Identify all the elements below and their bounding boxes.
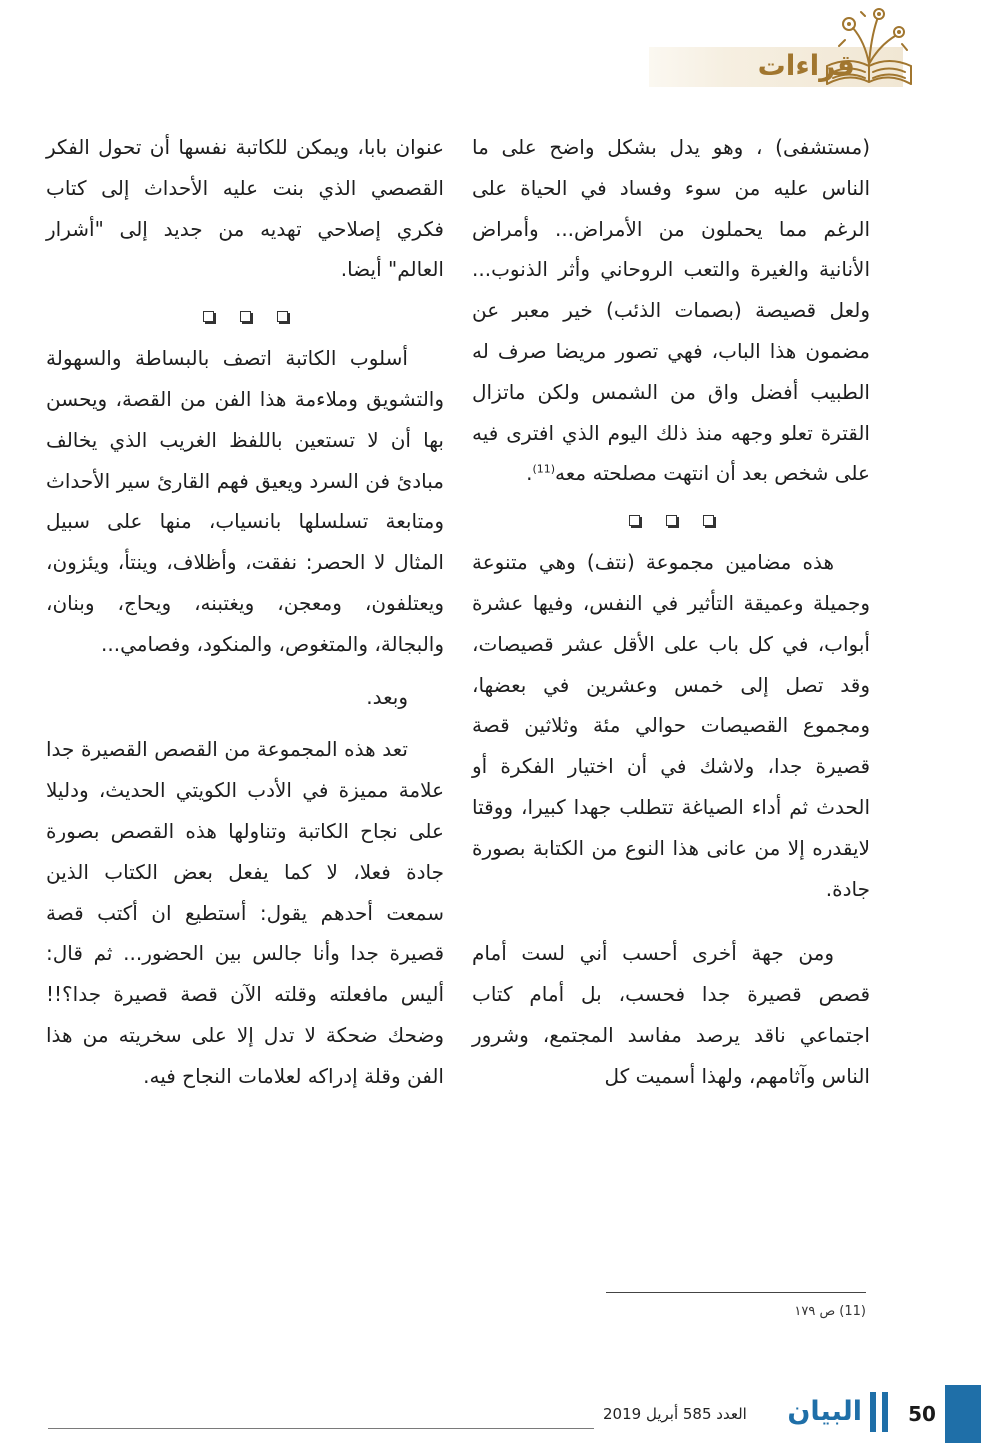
left-column bbox=[46, 127, 444, 1097]
page-number: 50 bbox=[908, 1402, 936, 1426]
right-column bbox=[472, 127, 870, 1097]
paragraph: هذه مضامين مجموعة (نتف) وهي متنوعة وجميلة وعميقة التأثير في النفس، وفيها عشرة أبواب، في كل باب على الأقل عشر قصيصات، وقد تصل إلى خمس وعشرين في بعضها، ومجموع القصيصات حوالي مئة وثلاثين قصة قصيرة جدا، ولاشك في أن اختيار الفكرة أو الحدث ثم أداء الصياغة تتطلب جهدا كبيرا، ووقتا لايقدره إلا من عانى هذا النوع من الكتابة بصورة جادة. bbox=[472, 550, 870, 901]
footnote-ref: (11) bbox=[532, 462, 556, 476]
paragraph-end: . bbox=[526, 461, 533, 486]
corner-block bbox=[945, 1385, 981, 1443]
footnote-rule bbox=[606, 1292, 866, 1293]
logo-bars bbox=[864, 1392, 900, 1432]
issue-info: العدد 585 أبريل 2019 bbox=[603, 1405, 747, 1423]
paragraph: ومن جهة أخرى أحسب أني لست أمام قصص قصيرة جدا فحسب، بل أمام كتاب اجتماعي ناقد يرصد مفاسد المجتمع، وشرور الناس وآثامهم، ولهذا أسميت كل bbox=[472, 941, 870, 1088]
page-header bbox=[0, 0, 981, 110]
section-separator bbox=[472, 494, 870, 542]
paragraph-text: (مستشفى) ، وهو يدل بشكل واضح على ما الناس عليه من سوء وفساد في الحياة على الرغم مما يحملون من الأمراض... وأمراض الأنانية والغيرة والتعب الروحاني وأثر الذنوب... ولعل قصيصة (بصمات الذئب) خير معبر عن مضمون هذا الباب، فهي تصور مريضا صرف له الطبيب أفضل واق من الشمس ولكن ماتزال القترة تعلو وجهه منذ ذلك اليوم الذي افترى فيه على شخص بعد أن انتهت مصلحته معه bbox=[472, 135, 870, 486]
paragraph: عنوان بابا، ويمكن للكاتبة نفسها أن تحول الفكر القصصي الذي بنت عليه الأحداث إلى كتاب فكري إصلاحي تهديه من جديد إلى "أشرار العالم" أيضا. bbox=[46, 135, 444, 282]
paragraph: أسلوب الكاتبة اتصف بالبساطة والسهولة والتشويق وملاءمة هذا الفن من القصة، ويحسن بها أن لا تستعين باللفظ الغريب الذي يخالف مبادئ فن السرد ويعيق فهم القارئ سير الأحداث ومتابعة تسلسلها بانسياب، منها على سبيل المثال لا الحصر: نفقت، وأظلاف، وينتأ، ويئزون، ويعتلفون، ومعجن، ويغتبنه، ويحاج، وبنان، والبجالة، والمتغوص، والمنكود، وفصامي... bbox=[46, 346, 444, 656]
section-separator bbox=[46, 290, 444, 338]
paragraph bbox=[472, 127, 870, 494]
magazine-logo: البيان bbox=[787, 1396, 862, 1427]
footer-rule bbox=[48, 1428, 594, 1429]
paragraph: تعد هذه المجموعة من القصص القصيرة جدا علامة مميزة في الأدب الكويتي الحديث، ودليلا على نجاح الكاتبة وتناولها هذه القصص بصورة جادة فعلا، لا كما يفعل بعض الكتاب الذين سمعت أحدهم يقول: أستطيع ان أكتب قصة قصيرة جدا وأنا جالس بين الحضور... ثم قال: أليس مافعلته وقلته الآن قصة قصيرة جدا؟!! وضحك ضحكة لا تدل إلا على سخريته من هذا الفن وقلة إدراكه لعلامات النجاح فيه. bbox=[46, 737, 444, 1088]
section-title: قراءات bbox=[757, 49, 855, 82]
open-book-icon bbox=[819, 2, 919, 94]
footnote: (11) ص ١٧٩ bbox=[794, 1304, 866, 1319]
paragraph: وبعد. bbox=[366, 684, 408, 709]
